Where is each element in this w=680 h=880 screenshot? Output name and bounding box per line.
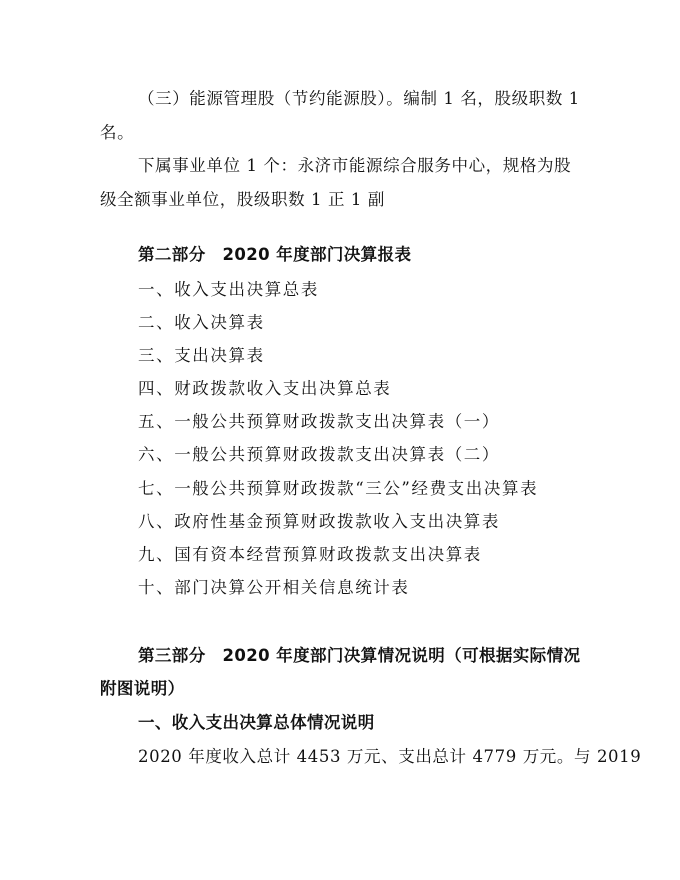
paragraph-subordinate-unit-line1: 下属事业单位 1 个：永济市能源综合服务中心，规格为股: [138, 156, 572, 175]
paragraph-subordinate-unit-line2: 级全额事业单位，股级职数 1 正 1 副: [100, 190, 385, 209]
report-list-item: 九、国有资本经营预算财政拨款支出决算表: [138, 545, 482, 564]
part3-heading-line1: 第三部分 2020 年度部门决算情况说明（可根据实际情况: [138, 646, 581, 665]
report-list-item: 四、财政拨款收入支出决算总表: [138, 379, 392, 398]
report-list-item: 六、一般公共预算财政拨款支出决算表（二）: [138, 445, 500, 464]
report-list-item: 八、政府性基金预算财政拨款收入支出决算表: [138, 512, 500, 531]
section1-heading: 一、收入支出决算总体情况说明: [138, 713, 375, 732]
paragraph-energy-management-line1: （三）能源管理股（节约能源股）。编制 1 名，股级职数 1: [138, 89, 580, 108]
part3-heading-line2: 附图说明）: [100, 679, 185, 698]
report-list-item: 七、一般公共预算财政拨款“三公”经费支出决算表: [138, 479, 539, 498]
section1-paragraph: 2020 年度收入总计 4453 万元、支出总计 4779 万元。与 2019: [138, 747, 642, 766]
report-list-item: 十、部门决算公开相关信息统计表: [138, 578, 410, 597]
part2-heading: 第二部分 2020 年度部门决算报表: [138, 245, 412, 264]
report-list-item: 五、一般公共预算财政拨款支出决算表（一）: [138, 412, 500, 431]
report-list-item: 二、收入决算表: [138, 313, 265, 332]
paragraph-energy-management-line2: 名。: [100, 123, 135, 142]
report-list-item: 三、支出决算表: [138, 346, 265, 365]
report-list-item: 一、收入支出决算总表: [138, 280, 319, 299]
